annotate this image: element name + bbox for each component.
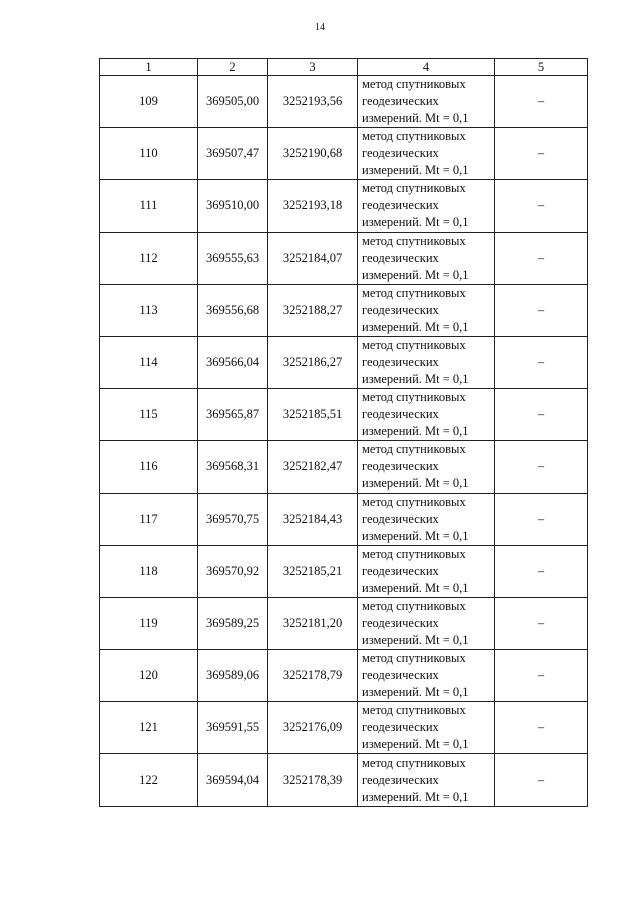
method-text-line: измерений. Mt = 0,1 (362, 580, 469, 595)
note-cell: – (495, 545, 588, 597)
method-text-line: измерений. Mt = 0,1 (362, 789, 469, 804)
point-number-cell: 119 (100, 597, 198, 649)
header-col-4: 4 (358, 59, 495, 76)
method-cell (358, 76, 495, 128)
table-row (100, 284, 588, 336)
method-cell (358, 545, 495, 597)
table-row (100, 597, 588, 649)
method-text-line: измерений. Mt = 0,1 (362, 685, 469, 700)
table-row (100, 650, 588, 702)
method-text-line: геодезических (362, 459, 439, 474)
header-col-1: 1 (100, 59, 198, 76)
note-cell: – (495, 754, 588, 806)
x-coordinate-cell: 369591,55 (198, 702, 268, 754)
table-row (100, 545, 588, 597)
method-text-line: метод спутниковых (362, 233, 466, 248)
y-coordinate-cell: 3252190,68 (268, 128, 358, 180)
point-number-cell: 113 (100, 284, 198, 336)
method-text-line: геодезических (362, 772, 439, 787)
y-coordinate-cell: 3252193,56 (268, 76, 358, 128)
table-row (100, 232, 588, 284)
method-text-line: геодезических (362, 720, 439, 735)
point-number-cell: 114 (100, 336, 198, 388)
method-text-line: геодезических (362, 355, 439, 370)
method-text-line: геодезических (362, 511, 439, 526)
method-cell (358, 128, 495, 180)
y-coordinate-cell: 3252188,27 (268, 284, 358, 336)
table-row (100, 754, 588, 806)
method-text-line: метод спутниковых (362, 285, 466, 300)
note-cell: – (495, 336, 588, 388)
method-cell (358, 493, 495, 545)
method-cell (358, 284, 495, 336)
method-text-line: измерений. Mt = 0,1 (362, 111, 469, 126)
method-text-line: метод спутниковых (362, 390, 466, 405)
method-text-line: измерений. Mt = 0,1 (362, 372, 469, 387)
table-row (100, 441, 588, 493)
point-number-cell: 115 (100, 389, 198, 441)
method-text-line: геодезических (362, 563, 439, 578)
method-text-line: геодезических (362, 146, 439, 161)
method-text-line: геодезических (362, 198, 439, 213)
point-number-cell: 117 (100, 493, 198, 545)
method-cell (358, 650, 495, 702)
x-coordinate-cell: 369570,92 (198, 545, 268, 597)
y-coordinate-cell: 3252181,20 (268, 597, 358, 649)
header-col-3: 3 (268, 59, 358, 76)
point-number-cell: 109 (100, 76, 198, 128)
method-text-line: геодезических (362, 250, 439, 265)
method-text-line: метод спутниковых (362, 338, 466, 353)
coordinates-table (99, 58, 588, 807)
table-row (100, 180, 588, 232)
note-cell: – (495, 76, 588, 128)
x-coordinate-cell: 369565,87 (198, 389, 268, 441)
method-text-line: метод спутниковых (362, 181, 466, 196)
x-coordinate-cell: 369589,06 (198, 650, 268, 702)
method-text-line: геодезических (362, 668, 439, 683)
point-number-cell: 122 (100, 754, 198, 806)
method-text-line: измерений. Mt = 0,1 (362, 267, 469, 282)
y-coordinate-cell: 3252178,79 (268, 650, 358, 702)
note-cell: – (495, 232, 588, 284)
table-header-row (100, 59, 588, 76)
method-text-line: метод спутниковых (362, 77, 466, 92)
table-row (100, 76, 588, 128)
method-text-line: измерений. Mt = 0,1 (362, 528, 469, 543)
note-cell: – (495, 389, 588, 441)
header-col-5: 5 (495, 59, 588, 76)
x-coordinate-cell: 369594,04 (198, 754, 268, 806)
method-text-line: метод спутниковых (362, 651, 466, 666)
x-coordinate-cell: 369566,04 (198, 336, 268, 388)
x-coordinate-cell: 369555,63 (198, 232, 268, 284)
method-cell (358, 597, 495, 649)
method-cell (358, 702, 495, 754)
y-coordinate-cell: 3252178,39 (268, 754, 358, 806)
method-text-line: метод спутниковых (362, 546, 466, 561)
method-text-line: метод спутниковых (362, 442, 466, 457)
note-cell: – (495, 284, 588, 336)
table-row (100, 336, 588, 388)
method-cell (358, 389, 495, 441)
y-coordinate-cell: 3252185,51 (268, 389, 358, 441)
x-coordinate-cell: 369507,47 (198, 128, 268, 180)
note-cell: – (495, 597, 588, 649)
table-body (100, 76, 588, 807)
table-row (100, 389, 588, 441)
point-number-cell: 111 (100, 180, 198, 232)
x-coordinate-cell: 369510,00 (198, 180, 268, 232)
x-coordinate-cell: 369556,68 (198, 284, 268, 336)
x-coordinate-cell: 369568,31 (198, 441, 268, 493)
x-coordinate-cell: 369570,75 (198, 493, 268, 545)
method-text-line: геодезических (362, 407, 439, 422)
method-text-line: измерений. Mt = 0,1 (362, 737, 469, 752)
note-cell: – (495, 180, 588, 232)
method-text-line: геодезических (362, 302, 439, 317)
point-number-cell: 110 (100, 128, 198, 180)
y-coordinate-cell: 3252182,47 (268, 441, 358, 493)
y-coordinate-cell: 3252186,27 (268, 336, 358, 388)
method-cell (358, 754, 495, 806)
table-row (100, 493, 588, 545)
point-number-cell: 116 (100, 441, 198, 493)
method-text-line: метод спутниковых (362, 129, 466, 144)
point-number-cell: 112 (100, 232, 198, 284)
method-cell (358, 232, 495, 284)
method-text-line: измерений. Mt = 0,1 (362, 424, 469, 439)
method-text-line: метод спутниковых (362, 494, 466, 509)
method-cell (358, 180, 495, 232)
table-row (100, 128, 588, 180)
note-cell: – (495, 650, 588, 702)
page-number: 14 (315, 22, 325, 33)
point-number-cell: 121 (100, 702, 198, 754)
method-text-line: геодезических (362, 615, 439, 630)
method-text-line: метод спутниковых (362, 598, 466, 613)
method-cell (358, 441, 495, 493)
method-text-line: измерений. Mt = 0,1 (362, 632, 469, 647)
method-text-line: измерений. Mt = 0,1 (362, 319, 469, 334)
point-number-cell: 120 (100, 650, 198, 702)
x-coordinate-cell: 369589,25 (198, 597, 268, 649)
method-text-line: измерений. Mt = 0,1 (362, 215, 469, 230)
method-text-line: геодезических (362, 94, 439, 109)
y-coordinate-cell: 3252184,43 (268, 493, 358, 545)
method-text-line: измерений. Mt = 0,1 (362, 476, 469, 491)
method-text-line: метод спутниковых (362, 755, 466, 770)
note-cell: – (495, 128, 588, 180)
note-cell: – (495, 493, 588, 545)
y-coordinate-cell: 3252193,18 (268, 180, 358, 232)
method-text-line: метод спутниковых (362, 703, 466, 718)
y-coordinate-cell: 3252185,21 (268, 545, 358, 597)
y-coordinate-cell: 3252176,09 (268, 702, 358, 754)
x-coordinate-cell: 369505,00 (198, 76, 268, 128)
note-cell: – (495, 702, 588, 754)
method-text-line: измерений. Mt = 0,1 (362, 163, 469, 178)
header-col-2: 2 (198, 59, 268, 76)
table-row (100, 702, 588, 754)
method-cell (358, 336, 495, 388)
note-cell: – (495, 441, 588, 493)
y-coordinate-cell: 3252184,07 (268, 232, 358, 284)
point-number-cell: 118 (100, 545, 198, 597)
